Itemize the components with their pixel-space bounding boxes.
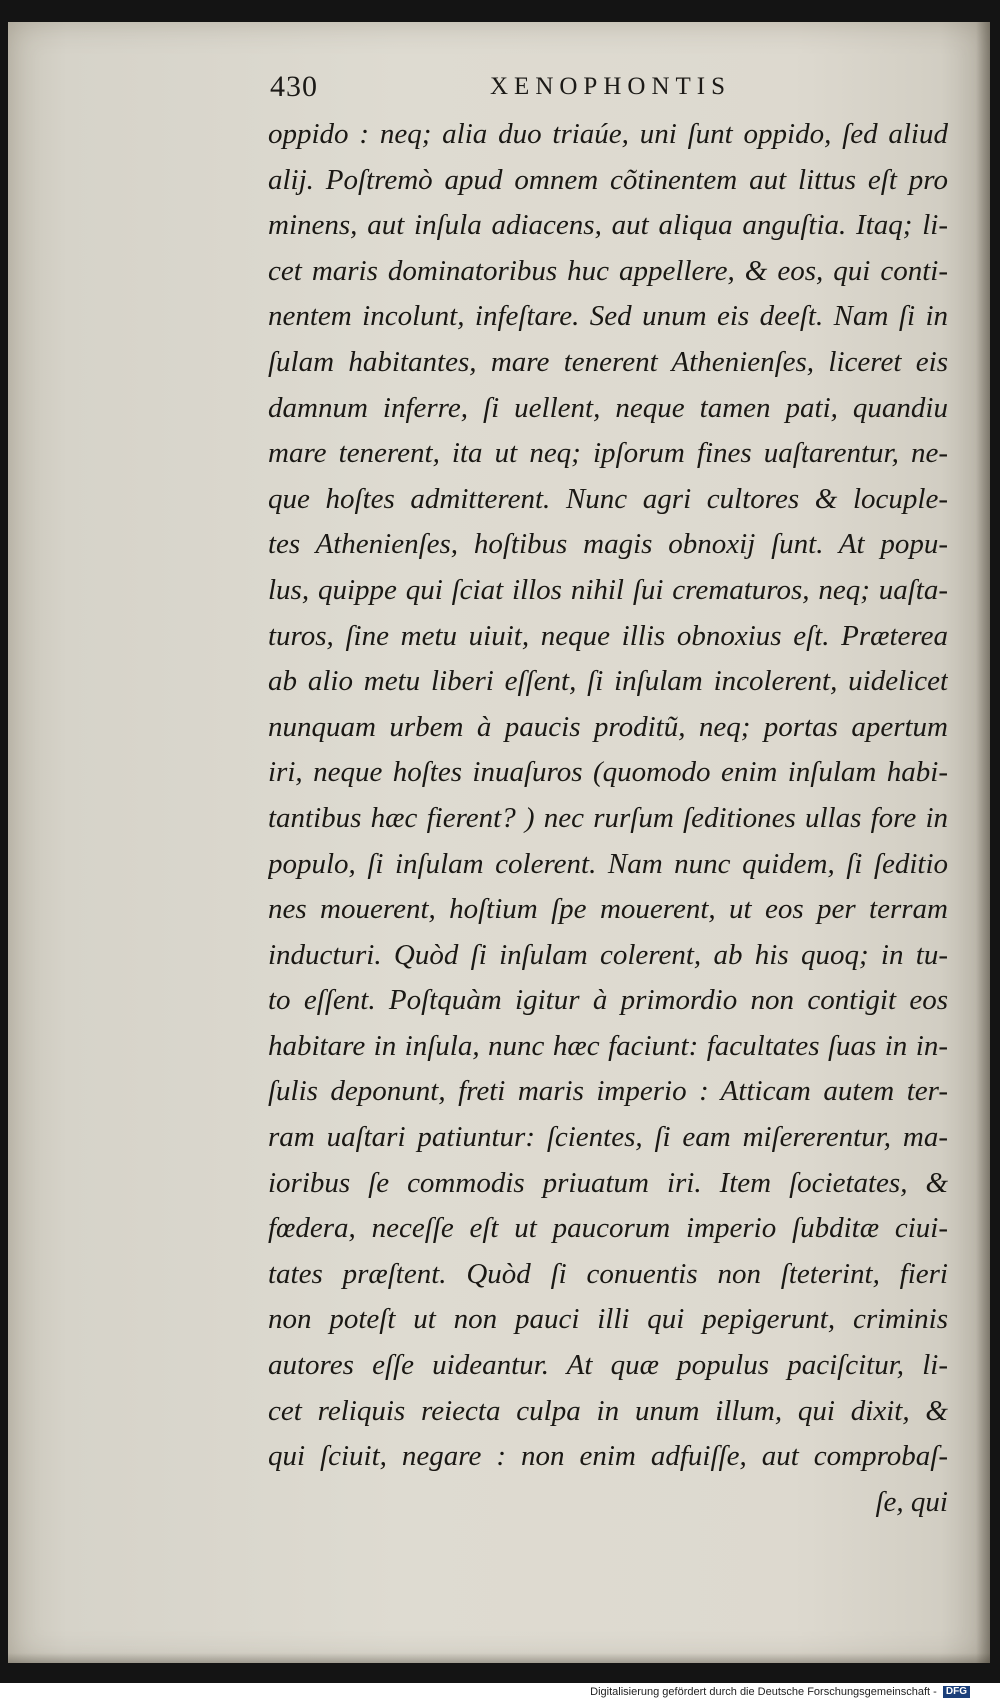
text-line: mare tenerent, ita ut neq; ipſorum fines uaſtarentur, ne- xyxy=(268,437,948,470)
text-line: ſulis deponunt, freti maris imperio : Atticam autem ter- xyxy=(268,1075,948,1108)
text-line: lus, quippe qui ſciat illos nihil ſui crematuros, neq; uaſta- xyxy=(268,573,948,606)
text-line: turos, ſine metu uiuit, neque illis obnoxius eſt. Præterea xyxy=(268,619,948,652)
text-line: qui ſciuit, negare : non enim adfuiſſe, aut comprobaſ- xyxy=(268,1440,948,1473)
text-line: cet maris dominatoribus huc appellere, & eos, qui conti- xyxy=(268,254,948,287)
text-line: ab alio metu liberi eſſent, ſi inſulam incolerent, uidelicet xyxy=(268,665,948,698)
page-gutter-shadow xyxy=(976,22,990,1663)
text-line: to eſſent. Poſtquàm igitur à primordio non contigit eos xyxy=(268,984,948,1017)
text-line: non poteſt ut non pauci illi qui pepigerunt, criminis xyxy=(268,1303,948,1336)
credit-text: Digitalisierung gefördert durch die Deutsche Forschungsgemeinschaft - xyxy=(590,1686,937,1698)
text-line: ioribus ſe commodis priuatum iri. Item ſocietates, & xyxy=(268,1166,948,1199)
text-line: nentem incolunt, infeſtare. Sed unum eis deeſt. Nam ſi in xyxy=(268,300,948,333)
text-line: tates præſtent. Quòd ſi conuentis non ſteterint, fieri xyxy=(268,1257,948,1290)
body-text xyxy=(268,112,948,1525)
text-line: habitare in inſula, nunc hæc faciunt: facultates ſuas in in- xyxy=(268,1029,948,1062)
page-number: 430 xyxy=(270,70,318,103)
text-line: oppido : neq; alia duo triaúe, uni ſunt oppido, ſed aliud xyxy=(268,118,948,150)
text-line: iri, neque hoſtes inuaſuros (quomodo enim inſulam habi- xyxy=(268,756,948,789)
text-line: inducturi. Quòd ſi inſulam colerent, ab his quoq; in tu- xyxy=(268,938,948,971)
text-line: ſulam habitantes, mare tenerent Athenienſes, liceret eis xyxy=(268,345,948,378)
text-line: autores eſſe uideantur. At quæ populus paciſcitur, li- xyxy=(268,1349,948,1382)
text-line: minens, aut inſula adiacens, aut aliqua anguſtia. Itaq; li- xyxy=(268,209,948,242)
text-line: tantibus hæc fierent? ) nec rurſum ſeditiones ullas fore in xyxy=(268,801,948,834)
digitization-credit xyxy=(590,1686,970,1698)
running-head xyxy=(270,70,970,110)
text-line: cet reliquis reiecta culpa in unum illum, qui dixit, & xyxy=(268,1394,948,1427)
page-bottom-shadow xyxy=(8,1653,990,1663)
text-line: tes Athenienſes, hoſtibus magis obnoxij ſunt. At popu- xyxy=(268,528,948,561)
text-line: fœdera, neceſſe eſt ut paucorum imperio ſubditæ ciui- xyxy=(268,1212,948,1245)
text-line: alij. Poſtremò apud omnem cõtinentem aut littus eſt pro xyxy=(268,163,948,196)
text-line: ſe, qui xyxy=(875,1485,948,1518)
dfg-logo: DFG xyxy=(943,1686,970,1698)
text-line: damnum inferre, ſi uellent, neque tamen pati, quandiu xyxy=(268,391,948,424)
text-line: populo, ſi inſulam colerent. Nam nunc quidem, ſi ſeditio xyxy=(268,847,948,880)
text-line: ram uaſtari patiuntur: ſcientes, ſi eam miſererentur, ma- xyxy=(268,1121,948,1154)
text-line: nes mouerent, hoſtium ſpe mouerent, ut eos per terram xyxy=(268,893,948,926)
running-title: XENOPHONTIS xyxy=(490,73,731,100)
text-line: que hoſtes admitterent. Nunc agri cultores & locuple- xyxy=(268,482,948,515)
text-line: nunquam urbem à paucis proditũ, neq; portas apertum xyxy=(268,710,948,743)
